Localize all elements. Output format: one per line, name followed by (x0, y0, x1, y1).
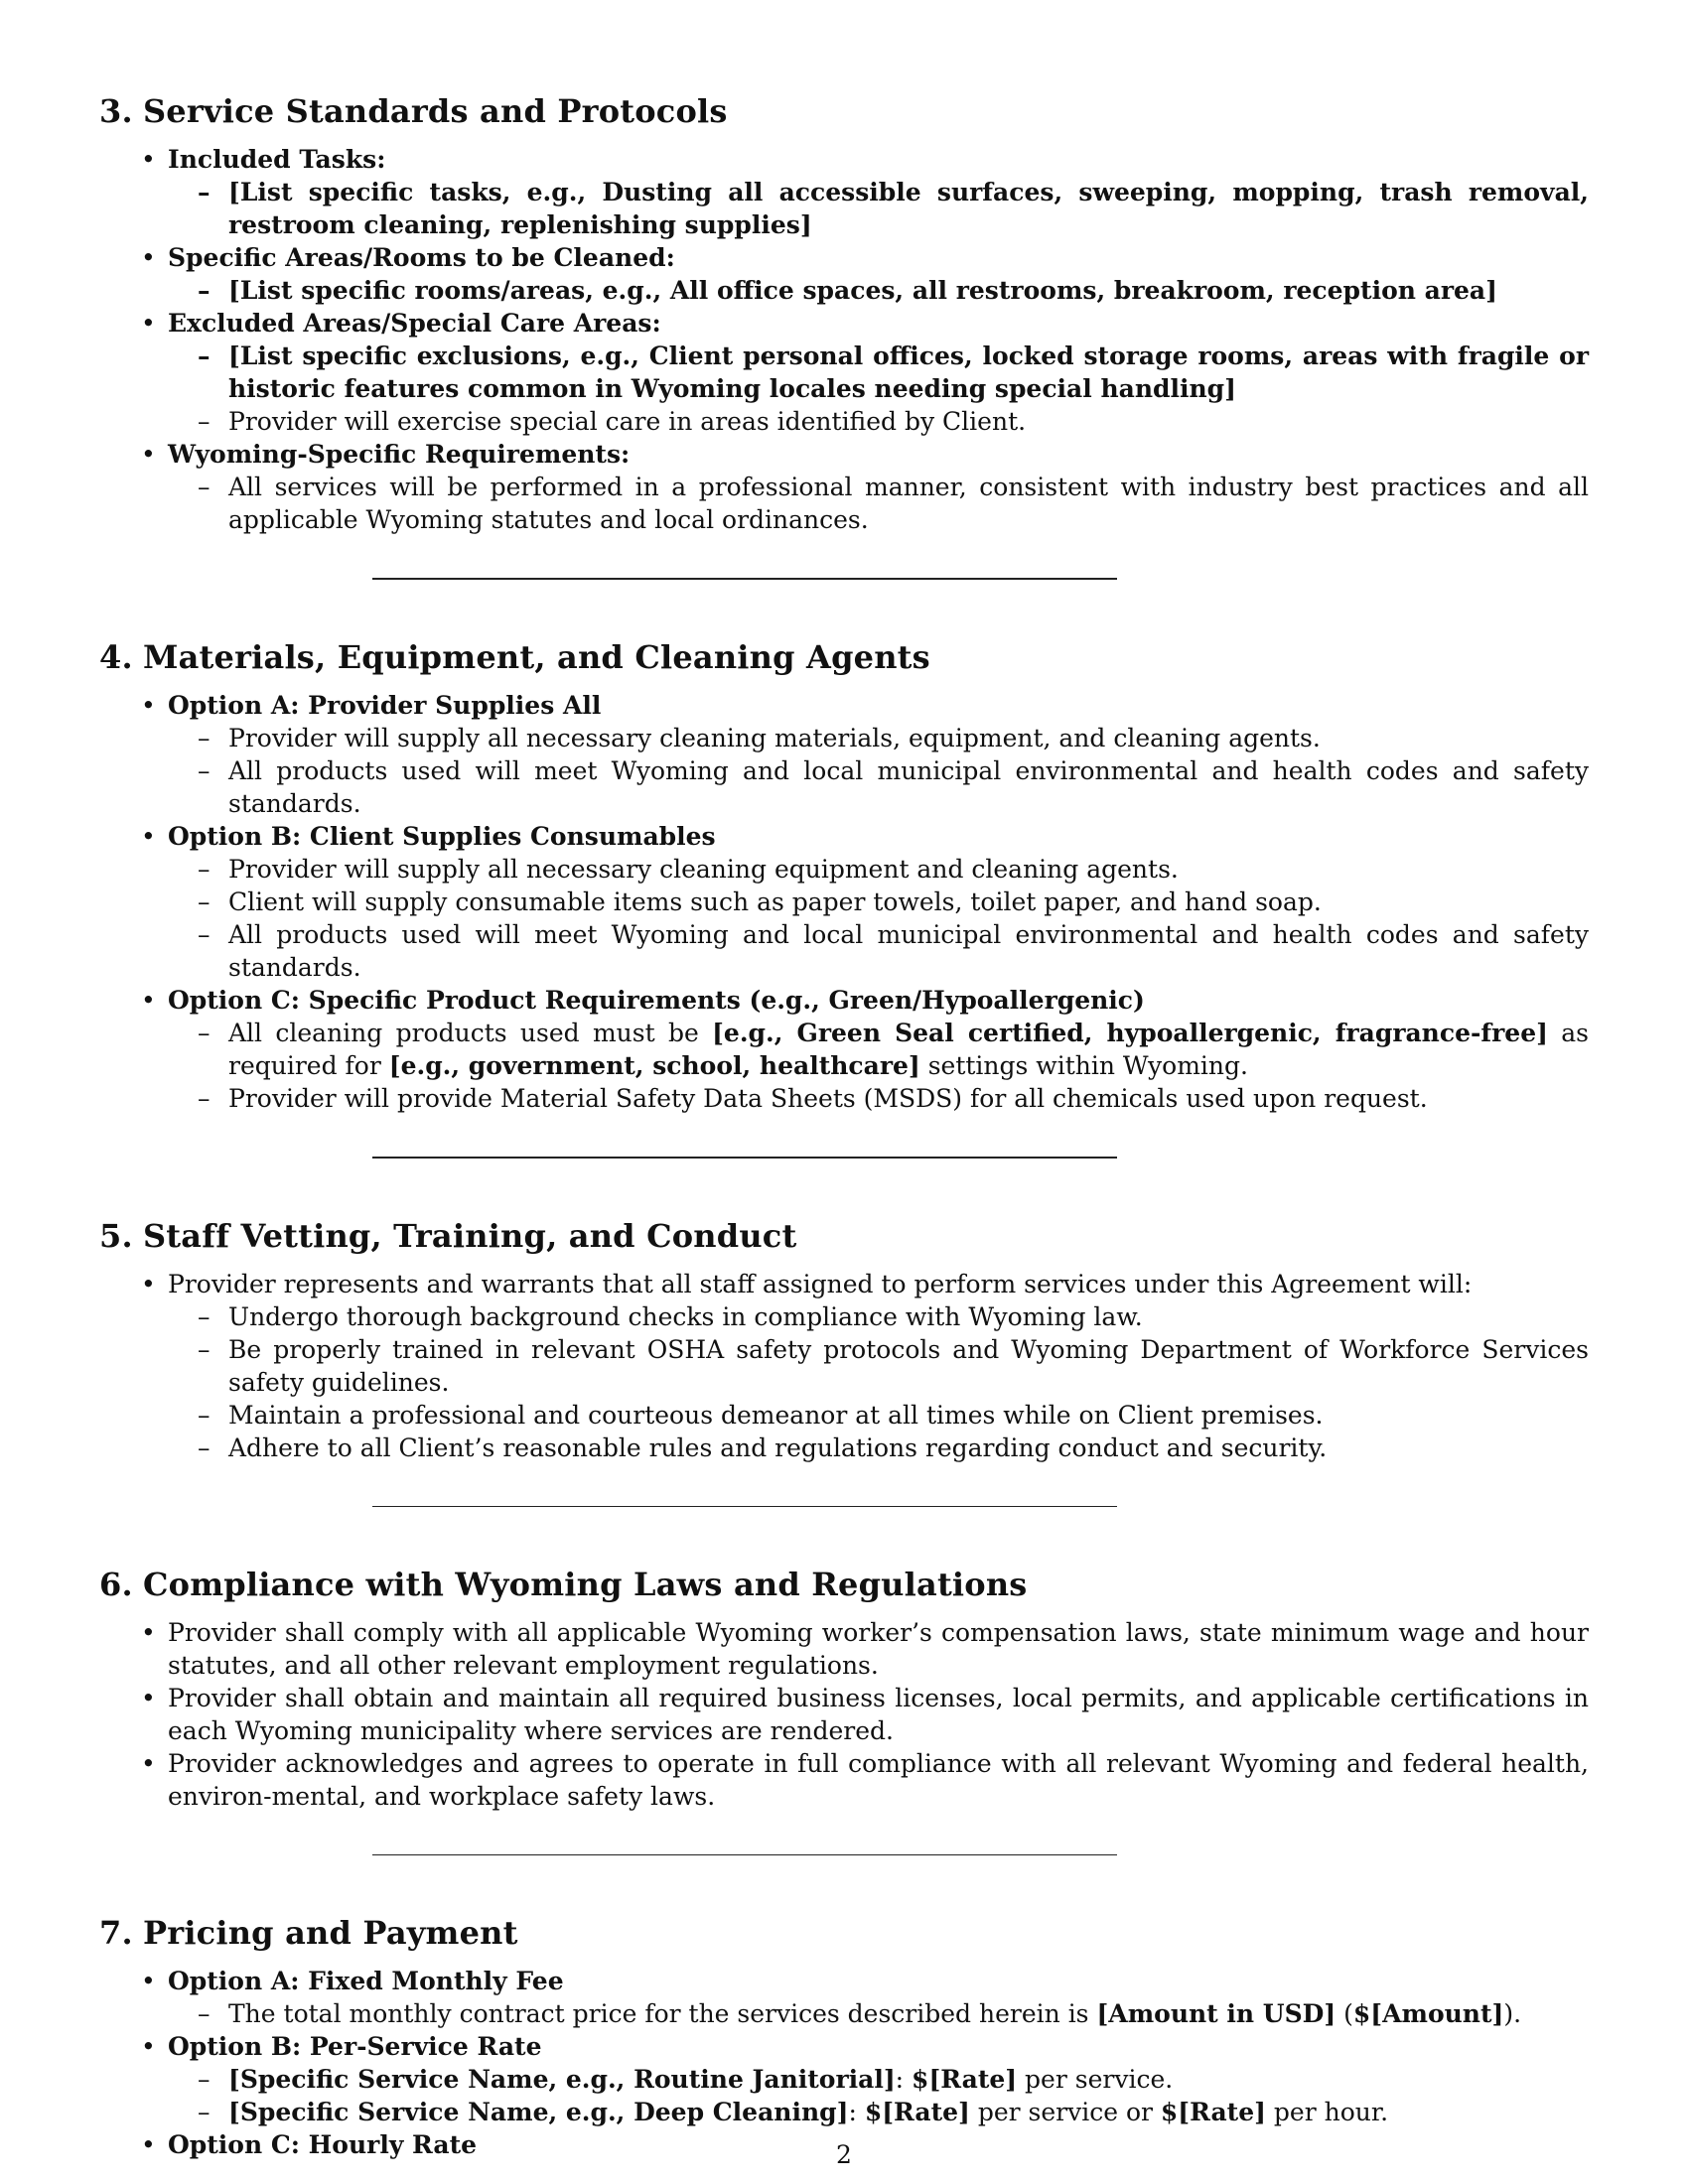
list-item: – Maintain a professional and courteous demeanor at all times while on Client premises. (228, 1399, 1589, 1432)
list-item: – All cleaning products used must be [e.g., Green Seal certified, hypoallergenic, fragrance-free] as required for [e.g., government, school, healthcare] settings within Wyoming. (228, 1017, 1589, 1082)
list-item: • Option A: Fixed Monthly Fee – The total monthly contract price for the services described herein is [Amount in USD] ($[Amount]). (168, 1965, 1589, 2030)
section-heading: 5. Staff Vetting, Training, and Conduct (99, 1217, 797, 1255)
bullet-list (99, 1268, 1589, 1464)
document-page (99, 91, 1589, 2161)
sub-list (168, 471, 1589, 536)
section-5 (99, 1216, 1589, 1464)
sub-list (168, 340, 1589, 438)
list-item: • Included Tasks: – [List specific tasks, e.g., Dusting all accessible surfaces, sweeping, mopping, trash removal, restroom cleaning, replenishing supplies] (168, 143, 1589, 241)
sub-list (168, 274, 1589, 307)
list-item: – Undergo thorough background checks in compliance with Wyoming law. (228, 1300, 1589, 1333)
bullet-list (99, 1616, 1589, 1813)
sub-list (168, 722, 1589, 820)
list-item: – Provider will supply all necessary cleaning materials, equipment, and cleaning agents. (228, 722, 1589, 754)
section-heading: 6. Compliance with Wyoming Laws and Regulations (99, 1566, 1028, 1603)
section-4 (99, 637, 1589, 1115)
list-item: – All products used will meet Wyoming and local municipal environmental and health codes and safety standards. (228, 918, 1589, 984)
list-item: • Option B: Client Supplies Consumables – Provider will supply all necessary cleaning equipment and cleaning agents. – Client will supply consumable items such as paper towels, toilet paper, and hand soap. – All products used will meet Wyoming and local municipal environmental and health codes and safety standards. (168, 820, 1589, 984)
list-item: • Provider represents and warrants that all staff assigned to perform services under this Agreement will: – Undergo thorough background checks in compliance with Wyoming law. – Be properly trained in relevant OSHA safety protocols and Wyoming Department of Workforce Services safety guidelines. – Maintain a professional and courteous demeanor at all times while on Client premises. – Adhere to all Client’s reasonable rules and regulations regarding conduct and security. (168, 1268, 1589, 1464)
list-item: – Provider will provide Material Safety Data Sheets (MSDS) for all chemicals used upon request. (228, 1082, 1589, 1115)
list-item: – Provider will exercise special care in areas identified by Client. (228, 405, 1589, 438)
list-item: • Provider acknowledges and agrees to operate in full compliance with all relevant Wyoming and federal health, environ-mental, and workplace safety laws. (168, 1747, 1589, 1813)
list-item: • Option C: Hourly Rate (168, 2128, 1589, 2161)
section-7 (99, 1913, 1589, 2161)
list-item: – Be properly trained in relevant OSHA safety protocols and Wyoming Department of Workforce Services safety guidelines. (228, 1333, 1589, 1399)
list-item: – Client will supply consumable items such as paper towels, toilet paper, and hand soap. (228, 886, 1589, 918)
list-item: • Option A: Provider Supplies All – Provider will supply all necessary cleaning materials, equipment, and cleaning agents. – All products used will meet Wyoming and local municipal environmental and health codes and safety standards. (168, 689, 1589, 820)
sub-list (168, 176, 1589, 241)
list-item: – [List specific rooms/areas, e.g., All office spaces, all restrooms, breakroom, reception area] (228, 274, 1589, 307)
sub-list (168, 853, 1589, 984)
sub-list (168, 1017, 1589, 1115)
list-item: – All products used will meet Wyoming and local municipal environmental and health codes and safety standards. (228, 754, 1589, 820)
bullet-list (99, 689, 1589, 1115)
section-6 (99, 1565, 1589, 1813)
list-item: – All services will be performed in a professional manner, consistent with industry best practices and all applicable Wyoming statutes and local ordinances. (228, 471, 1589, 536)
section-heading: 7. Pricing and Payment (99, 1914, 518, 1952)
section-heading: 4. Materials, Equipment, and Cleaning Agents (99, 638, 930, 676)
section-divider (372, 1157, 1117, 1159)
list-item: – [Specific Service Name, e.g., Routine Janitorial]: $[Rate] per service. (228, 2063, 1589, 2096)
list-item: – Adhere to all Client’s reasonable rules and regulations regarding conduct and security. (228, 1432, 1589, 1464)
section-3 (99, 91, 1589, 536)
list-item: • Specific Areas/Rooms to be Cleaned: – [List specific rooms/areas, e.g., All office spaces, all restrooms, breakroom, reception area] (168, 241, 1589, 307)
list-item: – [List specific tasks, e.g., Dusting all accessible surfaces, sweeping, mopping, trash removal, restroom cleaning, replenishing supplies] (228, 176, 1589, 241)
list-item: – [Specific Service Name, e.g., Deep Cleaning]: $[Rate] per service or $[Rate] per hour. (228, 2096, 1589, 2128)
list-item: – The total monthly contract price for the services described herein is [Amount in USD] ($[Amount]). (228, 1997, 1589, 2030)
page-number: 2 (836, 2140, 852, 2169)
section-divider (372, 578, 1117, 580)
sub-list (168, 1300, 1589, 1464)
list-item: • Excluded Areas/Special Care Areas: – [List specific exclusions, e.g., Client personal offices, locked storage rooms, areas with fragile or historic features common in Wyoming locales needing special handling] – Provider will exercise special care in areas identified by Client. (168, 307, 1589, 438)
list-item: • Option C: Specific Product Requirements (e.g., Green/Hypoallergenic) – All cleaning products used must be [e.g., Green Seal certified, hypoallergenic, fragrance-free] as required for [e.g., government, school, healthcare] settings within Wyoming. – Provider will provide Material Safety Data Sheets (MSDS) for all chemicals used upon request. (168, 984, 1589, 1115)
sub-list (168, 1997, 1589, 2030)
list-item: – Provider will supply all necessary cleaning equipment and cleaning agents. (228, 853, 1589, 886)
section-divider (372, 1506, 1117, 1507)
bullet-list (99, 143, 1589, 536)
list-item: • Provider shall comply with all applicable Wyoming worker’s compensation laws, state minimum wage and hour statutes, and all other relevant employment regulations. (168, 1616, 1589, 1682)
list-item: • Wyoming-Specific Requirements: – All services will be performed in a professional manner, consistent with industry best practices and all applicable Wyoming statutes and local ordinances. (168, 438, 1589, 536)
section-divider (372, 1854, 1117, 1855)
sub-list (168, 2063, 1589, 2128)
list-item: – [List specific exclusions, e.g., Client personal offices, locked storage rooms, areas with fragile or historic features common in Wyoming locales needing special handling] (228, 340, 1589, 405)
list-item: • Option B: Per-Service Rate – [Specific Service Name, e.g., Routine Janitorial]: $[Rate] per service. – [Specific Service Name, e.g., Deep Cleaning]: $[Rate] per service or $[Rate] per hour. (168, 2030, 1589, 2128)
list-item: • Provider shall obtain and maintain all required business licenses, local permits, and applicable certifications in each Wyoming municipality where services are rendered. (168, 1682, 1589, 1747)
section-heading: 3. Service Standards and Protocols (99, 92, 728, 130)
bullet-list (99, 1965, 1589, 2161)
